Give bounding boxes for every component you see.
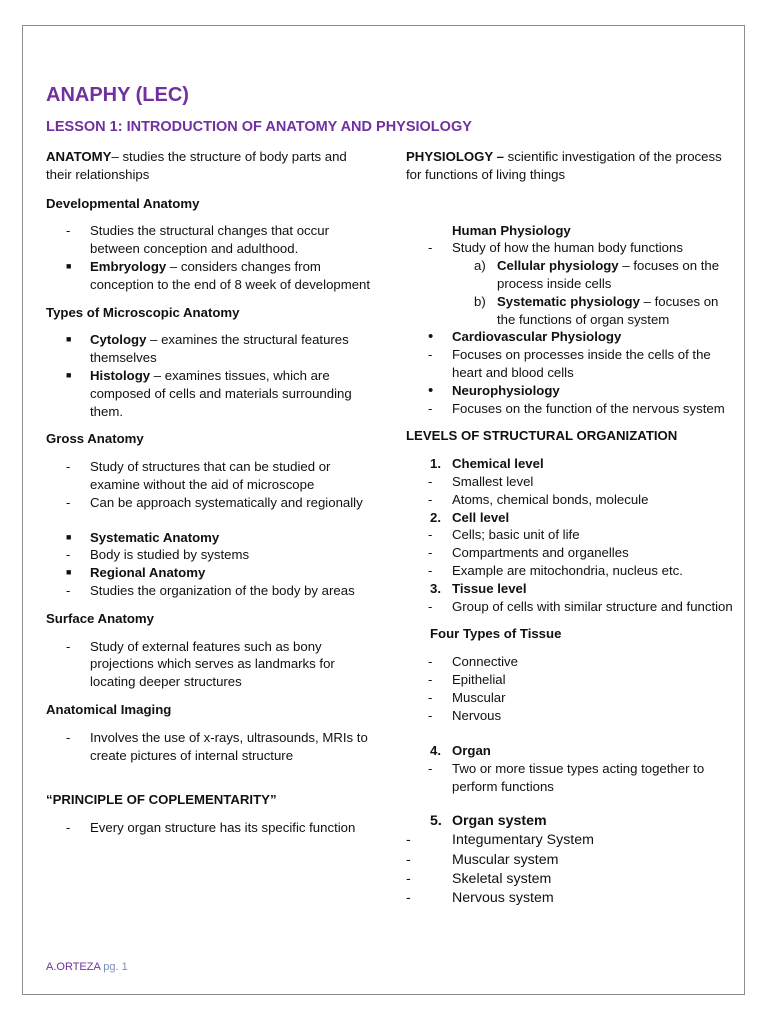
left-column (46, 148, 376, 837)
list-item: - Study of external features such as bony projections which serves as landmarks for locating deeper structures (66, 638, 335, 690)
list-item: - Nervous system (406, 890, 554, 907)
lesson-title: LESSON 1: INTRODUCTION OF ANATOMY AND PHYSIOLOGY (46, 119, 472, 135)
list-item: - Epithelial (428, 671, 506, 687)
list-item: - Focuses on the function of the nervous system (428, 400, 725, 416)
list-item: - Smallest level (428, 473, 534, 489)
list-item: 4. Organ (430, 743, 491, 759)
list-item: - Can be approach systematically and regionally (66, 494, 363, 510)
list-item: • Neurophysiology (428, 381, 560, 399)
list-item: 2. Cell level (430, 509, 510, 525)
list-item: 3. Tissue level (430, 580, 527, 596)
list-item: ■ Cytology – examines the structural features themselves (66, 332, 349, 366)
list-item: 5. Organ system (430, 812, 547, 829)
principle-heading: “PRINCIPLE OF COPLEMENTARITY” (46, 792, 277, 808)
right-column (406, 148, 736, 909)
developmental-anatomy-heading: Developmental Anatomy (46, 195, 200, 211)
gross-anatomy-heading: Gross Anatomy (46, 431, 144, 447)
list-item: • Cardiovascular Physiology (428, 328, 622, 346)
footer-page-number: pg. 1 (103, 961, 128, 973)
list-item: - Group of cells with similar structure and function (428, 598, 733, 614)
list-item: - Integumentary System (406, 832, 594, 849)
list-item: 1. Chemical level (430, 456, 544, 472)
list-item: - Two or more tissue types acting together to perform functions (428, 761, 705, 794)
list-item: - Compartments and organelles (428, 545, 629, 561)
list-item: - Muscular (428, 689, 506, 705)
list-item: ■ Regional Anatomy (66, 565, 206, 581)
page-footer (46, 961, 128, 973)
footer-author: A.ORTEZA (46, 961, 101, 973)
surface-anatomy-heading: Surface Anatomy (46, 610, 154, 626)
levels-heading: LEVELS OF STRUCTURAL ORGANIZATION (406, 428, 678, 444)
list-item: ■ Histology – examines tissues, which are composed of cells and materials surrounding them. (66, 367, 352, 419)
list-item: a) Cellular physiology – focuses on the process inside cells (474, 258, 720, 291)
list-item: ■ Systematic Anatomy (66, 529, 220, 545)
list-item: - Body is studied by systems (66, 547, 250, 563)
anatomical-imaging-heading: Anatomical Imaging (46, 701, 172, 717)
human-physiology-heading: Human Physiology (452, 222, 571, 238)
list-item: - Atoms, chemical bonds, molecule (428, 491, 649, 507)
list-item: - Focuses on processes inside the cells of the heart and blood cells (428, 347, 711, 380)
list-item: - Study of structures that can be studied or examine without the aid of microscope (66, 459, 331, 492)
list-item: - Cells; basic unit of life (428, 527, 580, 543)
list-item: - Studies the structural changes that occur between conception and adulthood. (66, 223, 329, 257)
list-item: - Example are mitochondria, nucleus etc. (428, 562, 683, 578)
list-item: - Every organ structure has its specific function (66, 820, 356, 836)
physiology-definition: PHYSIOLOGY – scientific investigation of the process for functions of living things (406, 149, 722, 182)
list-item: - Connective (428, 654, 518, 670)
tissue-types-heading: Four Types of Tissue (430, 626, 562, 642)
list-item: - Study of how the human body functions (428, 240, 683, 256)
list-item: b) Systematic physiology – focuses on the functions of organ system (474, 293, 719, 327)
list-item: - Muscular system (406, 851, 559, 868)
document-title: ANAPHY (LEC) (46, 84, 189, 106)
list-item: ■ Embryology – considers changes from conception to the end of 8 week of development (66, 258, 371, 292)
list-item: - Skeletal system (406, 870, 552, 887)
anatomy-definition: ANATOMY– studies the structure of body parts and their relationships (46, 149, 347, 182)
microscopic-anatomy-heading: Types of Microscopic Anatomy (46, 304, 240, 320)
list-item: - Involves the use of x-rays, ultrasounds, MRIs to create pictures of internal structure (66, 729, 368, 763)
list-item: - Studies the organization of the body by areas (66, 582, 355, 598)
list-item: - Nervous (428, 707, 502, 723)
